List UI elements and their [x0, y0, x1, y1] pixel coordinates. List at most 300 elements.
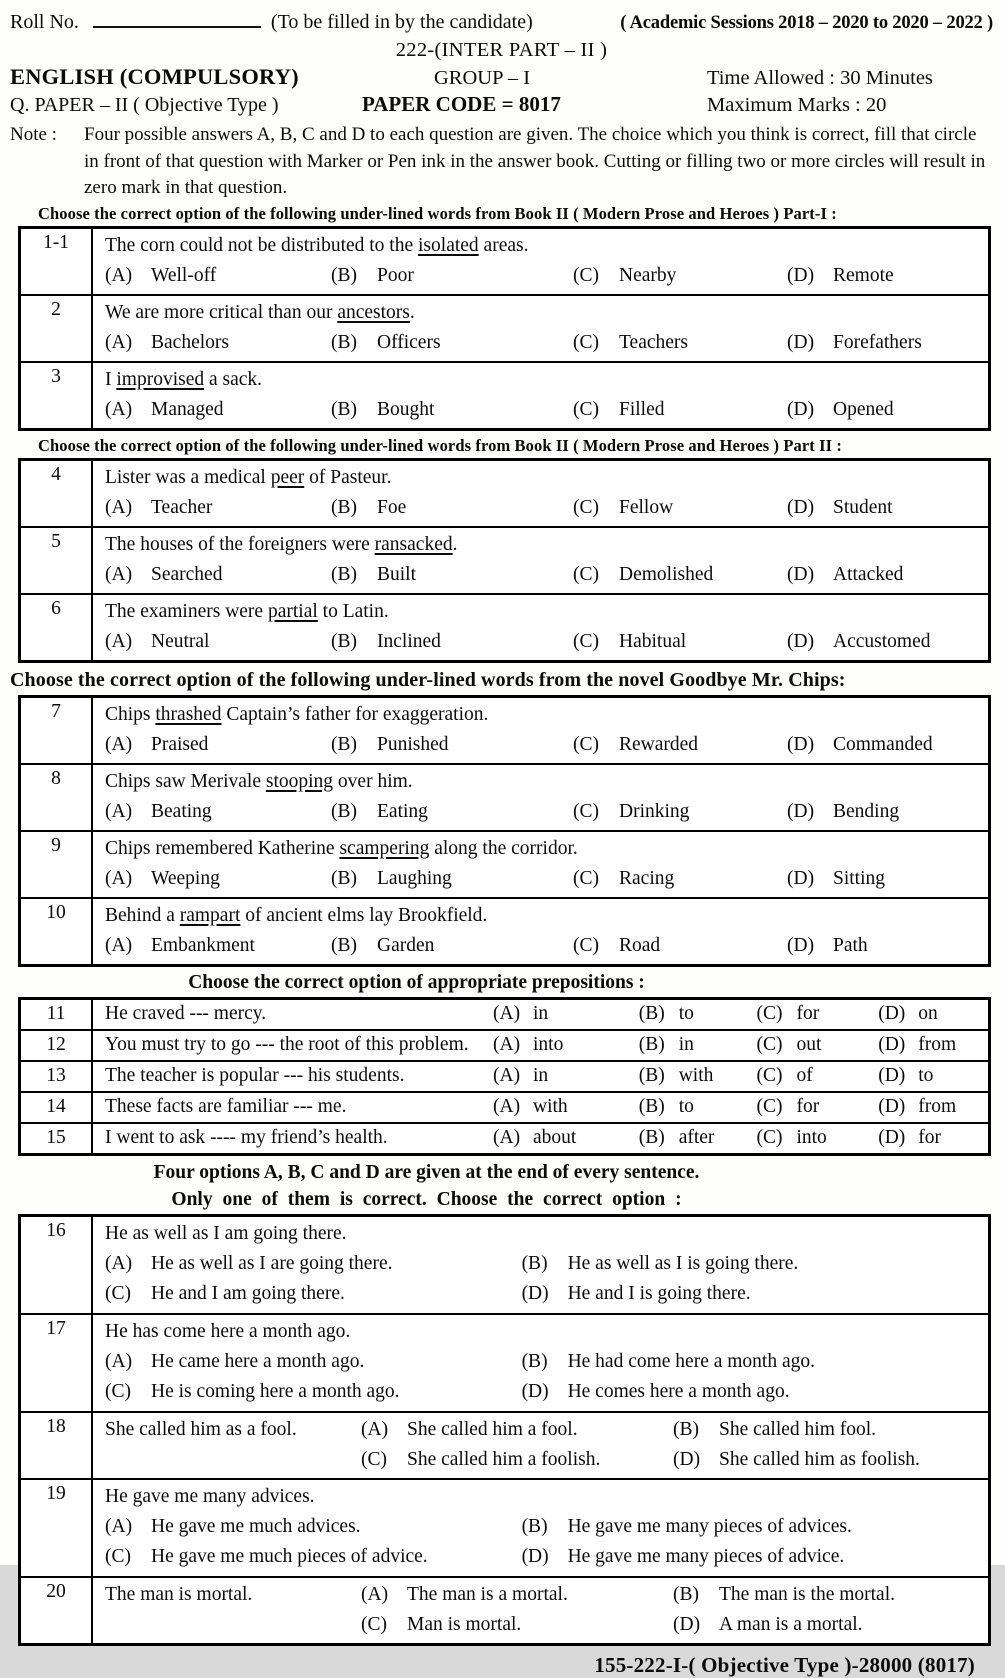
- option-letter: (D): [521, 1381, 549, 1402]
- option-letter: (D): [521, 1546, 549, 1567]
- option-label: Neutral: [151, 630, 210, 652]
- option-a: [105, 260, 331, 291]
- sentence-pre: These facts are familiar --- me.: [105, 1095, 347, 1117]
- sentence-post: Captain’s father for exaggeration.: [221, 703, 489, 725]
- option-label: from: [918, 1033, 957, 1055]
- option-d: [787, 729, 982, 760]
- section-prepositions: [10, 970, 993, 1156]
- option-letter: (D): [878, 1064, 906, 1086]
- option-label: She called him as foolish.: [719, 1448, 920, 1470]
- option-label: on: [918, 1002, 938, 1024]
- question-row-7: [21, 698, 988, 763]
- question-row-14: [21, 1091, 988, 1122]
- question-number: 20: [21, 1578, 93, 1643]
- sentence-pre: She called him as a fool.: [105, 1418, 297, 1440]
- option-b: [522, 1347, 982, 1378]
- question-body: [93, 363, 988, 428]
- option-b: [331, 626, 573, 657]
- option-label: Sitting: [833, 867, 886, 889]
- option-d: [878, 1001, 982, 1027]
- question-number: 7: [21, 698, 93, 763]
- option-b: [331, 327, 573, 358]
- option-label: Embankment: [151, 934, 255, 956]
- option-label: Accustomed: [833, 630, 931, 652]
- option-c: [573, 394, 787, 425]
- option-label: into: [796, 1126, 827, 1148]
- option-b: [639, 1063, 757, 1089]
- option-label: She called him a fool.: [407, 1418, 578, 1440]
- option-label: Searched: [151, 563, 223, 585]
- option-label: Opened: [833, 398, 894, 420]
- question-sentence: [105, 1482, 982, 1512]
- option-letter: (B): [638, 1126, 665, 1148]
- option-letter: (C): [361, 1613, 387, 1635]
- sentence-post: areas.: [478, 234, 529, 256]
- section-title: Choose the correct option of appropriate prepositions :: [188, 971, 645, 993]
- question-number: 11: [21, 1000, 93, 1029]
- option-c: [361, 1445, 673, 1475]
- question-row-1-1: [21, 229, 988, 294]
- option-letter: (D): [787, 496, 815, 518]
- paper-type: Q. PAPER – II ( Objective Type ): [10, 94, 279, 116]
- option-c: [756, 1125, 878, 1151]
- option-b: [331, 796, 573, 827]
- question-body: [93, 595, 988, 660]
- section-title: Choose the correct option of the following under-lined words from Book II ( Modern Prose and Heroes ) Part II :: [38, 435, 842, 455]
- option-label: Foe: [377, 496, 407, 518]
- option-label: to: [918, 1064, 934, 1086]
- option-a: [105, 559, 331, 590]
- option-label: Rewarded: [619, 733, 699, 755]
- question-sentence: [105, 834, 982, 863]
- options-row: [105, 327, 982, 358]
- option-label: Built: [377, 563, 417, 585]
- option-letter: (A): [493, 1064, 521, 1086]
- question-body: [93, 229, 988, 294]
- option-letter: (D): [787, 934, 815, 956]
- option-letter: (A): [105, 800, 133, 822]
- question-row-16: [21, 1217, 988, 1313]
- option-c: [573, 729, 787, 760]
- question-number: 9: [21, 832, 93, 897]
- option-letter: (A): [361, 1583, 389, 1605]
- option-letter: (C): [756, 1064, 783, 1086]
- option-label: Laughing: [377, 867, 452, 889]
- option-c: [756, 1063, 878, 1089]
- sentence-pre: The corn could not be distributed to the: [105, 234, 419, 256]
- section-title-line1: Four options A, B, C and D are given at the end of every sentence.: [153, 1161, 700, 1183]
- option-letter: (B): [673, 1583, 699, 1605]
- question-row-2: [21, 294, 988, 361]
- option-label: He gave me much pieces of advice.: [151, 1546, 428, 1567]
- option-letter: (B): [331, 800, 357, 822]
- option-d: [787, 492, 982, 523]
- option-label: Managed: [151, 398, 224, 420]
- options-row: [105, 863, 982, 894]
- option-label: with: [533, 1095, 568, 1117]
- option-label: Eating: [377, 800, 428, 822]
- question-sentence: [105, 1032, 493, 1058]
- option-label: Praised: [151, 733, 209, 755]
- question-row-18: [21, 1411, 988, 1478]
- option-a: [105, 1249, 522, 1280]
- section-mr-chips: [10, 666, 993, 967]
- option-label: Student: [833, 496, 893, 518]
- options-row: [105, 626, 982, 657]
- question-row-3: [21, 361, 988, 428]
- paper-number: 222-(INTER PART – II ): [395, 39, 608, 61]
- option-b: [639, 1032, 757, 1058]
- option-label: Well-off: [151, 264, 217, 286]
- question-number: 14: [21, 1093, 93, 1122]
- option-letter: (C): [573, 496, 599, 518]
- sentence-post: along the corridor.: [429, 837, 578, 859]
- option-a: [105, 863, 331, 894]
- option-letter: (A): [105, 331, 133, 353]
- option-label: Teachers: [619, 331, 689, 353]
- question-number: 3: [21, 363, 93, 428]
- option-a: [493, 1032, 639, 1058]
- option-letter: (D): [787, 398, 815, 420]
- option-letter: (A): [105, 1350, 133, 1372]
- time-allowed: Time Allowed : 30 Minutes: [707, 67, 933, 89]
- option-label: Teacher: [151, 496, 213, 518]
- option-letter: (B): [638, 1064, 665, 1086]
- option-b: [331, 260, 573, 291]
- option-label: in: [533, 1064, 549, 1086]
- option-d: [787, 626, 982, 657]
- question-number: 18: [21, 1413, 93, 1478]
- question-sentence: [105, 298, 982, 327]
- option-letter: (B): [331, 264, 357, 286]
- options-row: [105, 796, 982, 827]
- question-body: [93, 1124, 988, 1153]
- option-c: [756, 1094, 878, 1120]
- option-b: [331, 394, 573, 425]
- option-label: Racing: [619, 867, 675, 889]
- question-number: 1-1: [21, 229, 93, 294]
- sentence-pre: The teacher is popular --- his students.: [105, 1064, 405, 1086]
- option-label: for: [796, 1002, 820, 1024]
- option-d: [878, 1032, 982, 1058]
- option-d: [787, 394, 982, 425]
- option-c: [361, 1610, 673, 1640]
- question-row-17: [21, 1313, 988, 1411]
- option-letter: (D): [878, 1002, 906, 1024]
- option-letter: (C): [756, 1126, 783, 1148]
- option-label: Remote: [833, 264, 894, 286]
- option-label: He gave me many pieces of advices.: [567, 1515, 852, 1537]
- max-marks: Maximum Marks : 20: [707, 94, 887, 116]
- option-label: in: [533, 1002, 549, 1024]
- options-row: [105, 394, 982, 425]
- question-body: [93, 1315, 988, 1411]
- option-b: [331, 863, 573, 894]
- question-table: [18, 1214, 991, 1646]
- option-letter: (D): [787, 733, 815, 755]
- option-b: [639, 1125, 757, 1151]
- option-letter: (B): [331, 563, 357, 585]
- option-label: He is coming here a month ago.: [151, 1381, 400, 1402]
- sentence-pre: You must try to go --- the root of this problem.: [105, 1033, 469, 1055]
- footer-code: 155-222-I-( Objective Type )-28000 (8017): [594, 1652, 975, 1677]
- sentence-pre: Chips: [105, 703, 156, 725]
- option-b: [673, 1580, 982, 1610]
- option-d: [522, 1279, 982, 1310]
- option-label: of: [796, 1064, 813, 1086]
- option-b: [331, 729, 573, 760]
- option-label: Nearby: [619, 264, 677, 286]
- option-letter: (B): [673, 1418, 699, 1440]
- option-label: with: [678, 1064, 714, 1086]
- option-letter: (D): [673, 1613, 701, 1635]
- option-b: [639, 1094, 757, 1120]
- option-c: [573, 327, 787, 358]
- sentence-post: .: [452, 533, 458, 555]
- option-letter: (C): [573, 800, 599, 822]
- header-row-roll: [10, 8, 993, 37]
- option-label: Bachelors: [151, 331, 229, 353]
- option-d: [878, 1125, 982, 1151]
- question-row-19: [21, 1478, 988, 1576]
- option-b: [331, 492, 573, 523]
- option-label: from: [918, 1095, 957, 1117]
- option-letter: (B): [638, 1002, 665, 1024]
- option-label: He and I am going there.: [151, 1283, 345, 1304]
- option-letter: (B): [638, 1095, 665, 1117]
- sentence-pre: Lister was a medical: [105, 466, 271, 488]
- option-label: Demolished: [619, 563, 714, 585]
- option-c: [573, 796, 787, 827]
- note-label: Note :: [10, 124, 57, 145]
- question-table: [18, 695, 991, 967]
- question-row-8: [21, 763, 988, 830]
- sentence-post: of ancient elms lay Brookfield.: [240, 904, 488, 926]
- option-a: [105, 1347, 522, 1378]
- option-letter: (A): [105, 563, 133, 585]
- option-label: She called him fool.: [719, 1418, 877, 1440]
- option-letter: (C): [573, 733, 599, 755]
- option-a: [105, 729, 331, 760]
- question-sentence: [105, 597, 982, 626]
- sentence-pre: He as well as I am going there.: [105, 1222, 347, 1244]
- question-sentence: [105, 365, 982, 394]
- question-row-11: [21, 1000, 988, 1029]
- option-b: [331, 930, 573, 961]
- option-d: [878, 1063, 982, 1089]
- option-b: [522, 1512, 982, 1543]
- question-number: 8: [21, 765, 93, 830]
- sentence-post: over him.: [333, 770, 413, 792]
- option-d: [787, 863, 982, 894]
- sentence-pre: I: [105, 368, 117, 390]
- option-letter: (B): [521, 1350, 548, 1372]
- question-number: 2: [21, 296, 93, 361]
- option-b: [673, 1415, 982, 1445]
- option-label: He as well as I are going there.: [151, 1252, 393, 1274]
- option-letter: (D): [673, 1448, 701, 1470]
- option-letter: (A): [361, 1418, 389, 1440]
- option-letter: (B): [331, 630, 357, 652]
- sentence-pre: I went to ask ---- my friend’s health.: [105, 1126, 388, 1148]
- option-b: [639, 1001, 757, 1027]
- options-row: [105, 729, 982, 760]
- option-letter: (D): [787, 331, 815, 353]
- option-c: [573, 260, 787, 291]
- option-letter: (A): [105, 934, 133, 956]
- option-letter: (C): [573, 398, 599, 420]
- option-b: [331, 559, 573, 590]
- option-label: Commanded: [833, 733, 933, 755]
- question-sentence: [105, 1094, 493, 1120]
- header-row-subject: [10, 64, 993, 90]
- question-row-5: [21, 526, 988, 593]
- option-letter: (C): [573, 563, 599, 585]
- option-label: Bought: [377, 398, 435, 420]
- section-title-line2: Only one of them is correct. Choose the correct option :: [171, 1188, 682, 1210]
- option-c: [756, 1032, 878, 1058]
- sentence-post: .: [409, 301, 415, 323]
- option-letter: (A): [493, 1033, 521, 1055]
- option-letter: (A): [105, 733, 133, 755]
- question-body: [93, 1031, 988, 1060]
- option-label: in: [678, 1033, 694, 1055]
- question-sentence: [105, 1219, 982, 1249]
- option-letter: (C): [105, 1381, 131, 1402]
- options-row: [105, 930, 982, 961]
- option-d: [878, 1094, 982, 1120]
- option-c: [573, 492, 787, 523]
- option-a: [105, 930, 331, 961]
- option-letter: (C): [756, 1033, 783, 1055]
- option-label: He gave me many pieces of advice.: [567, 1546, 845, 1567]
- question-body: [93, 832, 988, 897]
- option-letter: (D): [878, 1095, 906, 1117]
- question-table: [18, 997, 991, 1156]
- option-label: He and I is going there.: [567, 1283, 751, 1304]
- section-book2-part2: [10, 434, 993, 663]
- sentence-pre: Chips remembered Katherine: [105, 837, 340, 859]
- question-row-4: [21, 461, 988, 526]
- option-label: out: [796, 1033, 822, 1055]
- option-letter: (C): [573, 867, 599, 889]
- option-label: Garden: [377, 934, 435, 956]
- option-letter: (C): [573, 934, 599, 956]
- question-body: [93, 1217, 988, 1313]
- roll-no-blank: [93, 8, 261, 28]
- sentence-pre: The houses of the foreigners were: [105, 533, 375, 555]
- option-letter: (D): [787, 264, 815, 286]
- option-a: [493, 1125, 639, 1151]
- underlined-word: ancestors: [337, 301, 410, 323]
- option-label: Officers: [377, 331, 441, 353]
- question-table: [18, 458, 991, 663]
- question-number: 19: [21, 1480, 93, 1576]
- option-letter: (C): [573, 264, 599, 286]
- option-d: [787, 260, 982, 291]
- option-letter: (D): [787, 800, 815, 822]
- option-label: Beating: [151, 800, 212, 822]
- candidate-instruction: (To be filled in by the candidate): [270, 11, 533, 33]
- option-c: [573, 559, 787, 590]
- sentence-pre: Behind a: [105, 904, 180, 926]
- option-d: [673, 1610, 982, 1640]
- option-label: Road: [619, 934, 661, 956]
- question-number: 12: [21, 1031, 93, 1060]
- option-d: [787, 930, 982, 961]
- option-letter: (B): [331, 867, 357, 889]
- option-letter: (D): [521, 1283, 549, 1304]
- sentence-pre: Chips saw Merivale: [105, 770, 266, 792]
- question-body: [93, 296, 988, 361]
- underlined-word: isolated: [418, 234, 479, 256]
- question-sentence: [105, 767, 982, 796]
- option-letter: (A): [105, 264, 133, 286]
- option-d: [787, 559, 982, 590]
- option-letter: (A): [105, 1252, 133, 1274]
- question-number: 6: [21, 595, 93, 660]
- question-body: [93, 1000, 988, 1029]
- option-letter: (A): [493, 1126, 521, 1148]
- question-body: [93, 528, 988, 593]
- note-text: Four possible answers A, B, C and D to each question are given. The choice which you think is correct, fill that circle in front of that question with Marker or Pen ink in the answer book. Cutting or filling two or more circles will result in zero mark in that question.: [84, 124, 986, 198]
- option-a: [361, 1415, 673, 1445]
- paper-code: PAPER CODE = 8017: [362, 92, 561, 116]
- option-label: Man is mortal.: [407, 1613, 522, 1635]
- option-letter: (D): [878, 1126, 906, 1148]
- subject-title: ENGLISH (COMPULSORY): [10, 64, 299, 89]
- option-label: The man is a mortal.: [407, 1583, 568, 1605]
- question-number: 17: [21, 1315, 93, 1411]
- question-row-20: [21, 1576, 988, 1643]
- option-letter: (A): [105, 398, 133, 420]
- option-c: [573, 930, 787, 961]
- option-label: to: [678, 1002, 694, 1024]
- option-label: Filled: [619, 398, 665, 420]
- option-label: She called him a foolish.: [407, 1448, 601, 1470]
- sentence-pre: He craved --- mercy.: [105, 1002, 267, 1024]
- option-label: Poor: [377, 264, 414, 286]
- sentence-pre: We are more critical than our: [105, 301, 338, 323]
- option-label: The man is the mortal.: [719, 1583, 895, 1605]
- question-number: 13: [21, 1062, 93, 1091]
- option-label: Fellow: [619, 496, 674, 518]
- option-label: into: [533, 1033, 564, 1055]
- option-d: [787, 796, 982, 827]
- sentence-post: of Pasteur.: [304, 466, 392, 488]
- options-grid: [105, 1347, 982, 1408]
- option-d: [787, 327, 982, 358]
- note-block: [10, 122, 993, 202]
- option-letter: (C): [361, 1448, 387, 1470]
- question-body: [93, 1480, 988, 1576]
- option-a: [105, 394, 331, 425]
- question-table: [18, 226, 991, 431]
- option-label: Drinking: [619, 800, 690, 822]
- underlined-word: partial: [267, 600, 318, 622]
- question-row-12: [21, 1029, 988, 1060]
- underlined-word: scampering: [339, 837, 430, 859]
- option-letter: (C): [105, 1546, 131, 1567]
- option-label: for: [796, 1095, 820, 1117]
- option-label: Weeping: [151, 867, 220, 889]
- question-sentence: [105, 700, 982, 729]
- question-sentence: [105, 1317, 982, 1347]
- section-book2-part1: [10, 202, 993, 431]
- option-a: [105, 1512, 522, 1543]
- options-row: [105, 559, 982, 590]
- underlined-word: rampart: [179, 904, 241, 926]
